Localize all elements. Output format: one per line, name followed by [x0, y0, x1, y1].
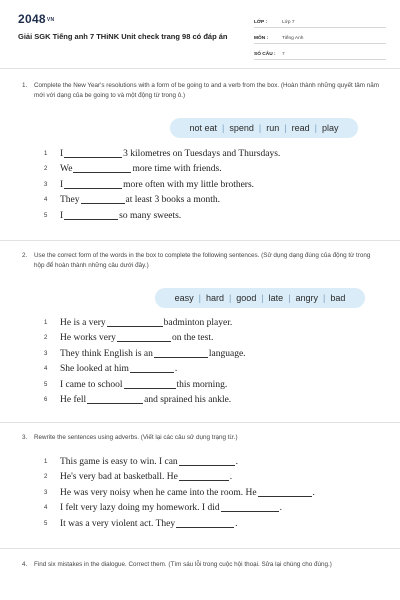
item-number: 2 — [44, 474, 48, 481]
list-item — [44, 162, 280, 178]
list-item — [44, 516, 315, 532]
item-text-after: . — [229, 472, 233, 483]
item-text-before: I — [60, 148, 64, 159]
item-number: 3 — [44, 181, 48, 188]
item-text-before: He fell — [60, 395, 87, 406]
word-option: easy — [174, 293, 194, 303]
item-number: 5 — [44, 381, 48, 388]
meta-row-class — [254, 14, 386, 28]
divider — [0, 240, 400, 241]
item-text-before: I — [60, 179, 64, 190]
item-text-after: . — [312, 487, 315, 498]
word-option: bad — [330, 293, 346, 303]
word-separator: | — [258, 123, 262, 133]
divider — [0, 548, 400, 549]
question-text: Find six mistakes in the dialogue. Correct them. (Tìm sáu lỗi trong cuộc hội thoại. Sửa lại chúng cho đúng.) — [34, 561, 332, 568]
answer-blank[interactable] — [179, 458, 235, 466]
item-text-before: This game is easy to win. I can — [60, 456, 178, 467]
list-item — [44, 331, 246, 347]
question-1-prompt — [22, 81, 382, 101]
item-number: 4 — [44, 505, 48, 512]
word-option: spend — [229, 123, 254, 133]
list-item — [44, 470, 315, 486]
item-text-before: They — [60, 195, 80, 206]
item-text-after: 3 kilometres on Tuesdays and Thursdays. — [123, 148, 281, 159]
meta-value: Lớp 7 — [282, 20, 295, 25]
question-number: 2. — [22, 252, 28, 259]
word-box-1 — [170, 118, 358, 138]
answer-blank[interactable] — [124, 381, 176, 389]
list-item — [44, 501, 315, 517]
word-separator: | — [228, 293, 232, 303]
item-text-after: badminton player. — [163, 317, 233, 328]
word-option: good — [236, 293, 257, 303]
question-text: Use the correct form of the words in the box to complete the following sentences. (Sử dụng dạng đúng của động từ trong hộp để hoàn thành những câu dưới đây.) — [34, 252, 371, 269]
item-number: 5 — [44, 520, 48, 527]
item-number: 1 — [44, 458, 48, 465]
item-text-before: He's very bad at basketball. He — [60, 472, 178, 483]
question-4-prompt — [22, 560, 382, 570]
word-option: hard — [205, 293, 224, 303]
word-separator: | — [284, 123, 287, 133]
answer-blank[interactable] — [64, 181, 122, 189]
item-text-before: We — [60, 164, 73, 175]
item-text-before: I — [60, 210, 64, 221]
word-separator: | — [261, 293, 264, 303]
question-text: Rewrite the sentences using adverbs. (Viết lại các câu sử dụng trạng từ.) — [34, 434, 238, 441]
meta-label: LỚP : — [254, 20, 268, 25]
meta-value: Tiếng Anh — [282, 36, 304, 41]
item-text-before: He is a very — [60, 317, 106, 328]
word-separator: | — [198, 293, 201, 303]
word-option: run — [266, 123, 280, 133]
answer-blank[interactable] — [64, 150, 122, 158]
meta-label: SỐ CÂU : — [254, 52, 276, 57]
answer-blank[interactable] — [73, 165, 131, 173]
item-text-before: I felt very lazy doing my homework. I did — [60, 503, 220, 514]
question-2-prompt — [22, 251, 382, 271]
meta-value: 7 — [282, 52, 285, 57]
answer-blank[interactable] — [221, 504, 279, 512]
item-text-after: . — [279, 503, 282, 514]
word-box-2 — [155, 288, 365, 308]
meta-row-subject — [254, 30, 386, 44]
item-text-after: and sprained his ankle. — [144, 395, 232, 406]
item-text-after: on the test. — [171, 333, 214, 344]
item-text-after: more often with my little brothers. — [123, 179, 255, 190]
item-text-after: so many sweets. — [119, 210, 182, 221]
list-item — [44, 208, 280, 224]
item-text-before: He works very — [60, 333, 116, 344]
list-item — [44, 454, 315, 470]
question-number: 4. — [22, 561, 28, 568]
site-logo[interactable] — [18, 12, 54, 26]
item-number: 1 — [44, 150, 48, 157]
question-number: 3. — [22, 434, 28, 441]
list-item — [44, 346, 246, 362]
worksheet-header — [18, 12, 386, 64]
question-number: 1. — [22, 82, 28, 89]
item-text-after: more time with friends. — [132, 164, 222, 175]
divider — [0, 422, 400, 423]
item-text-after: . — [174, 364, 178, 375]
item-number: 3 — [44, 350, 48, 357]
answer-blank[interactable] — [81, 196, 125, 204]
item-text-before: He was very noisy when he came into the room. He — [60, 487, 257, 498]
list-item — [44, 315, 246, 331]
list-item — [44, 146, 280, 162]
document-title: Giải SGK Tiếng anh 7 THiNK Unit check trang 98 có đáp án — [18, 32, 228, 41]
item-text-after: language. — [208, 348, 246, 359]
item-text-before: They think English is an — [60, 348, 153, 359]
list-item — [44, 193, 280, 209]
answer-blank[interactable] — [176, 520, 234, 528]
answer-blank[interactable] — [64, 212, 118, 220]
list-item — [44, 362, 246, 378]
item-text-after: . — [235, 518, 238, 529]
item-number: 2 — [44, 166, 48, 173]
question-2-items — [44, 315, 246, 408]
meta-info — [254, 14, 386, 62]
item-number: 5 — [44, 212, 48, 219]
question-1-items — [44, 146, 280, 224]
item-text-after: . — [235, 456, 239, 467]
question-3-prompt — [22, 433, 382, 443]
answer-blank[interactable] — [117, 334, 171, 342]
divider — [0, 68, 400, 69]
item-number: 4 — [44, 197, 48, 204]
item-number: 4 — [44, 366, 48, 373]
word-option: late — [268, 293, 284, 303]
answer-blank[interactable] — [154, 350, 208, 358]
item-number: 1 — [44, 319, 48, 326]
answer-blank[interactable] — [87, 396, 143, 404]
question-text: Complete the New Year's resolutions with a form of be going to and a verb from the box. (Hoàn thành những quyết tâm năm mới với dạng của be going to và một động từ trong ô.) — [34, 82, 379, 99]
item-number: 2 — [44, 335, 48, 342]
answer-blank[interactable] — [107, 319, 163, 327]
answer-blank[interactable] — [130, 365, 174, 373]
logo-suffix: VN — [46, 16, 55, 23]
word-option: not eat — [189, 123, 218, 133]
item-text-after: this morning. — [176, 379, 228, 390]
word-separator: | — [288, 293, 291, 303]
item-text-after: at least 3 books a month. — [125, 195, 220, 206]
meta-label: MÔN : — [254, 36, 269, 41]
logo-text: 2048 — [18, 12, 46, 26]
item-text-before: I came to school — [60, 379, 123, 390]
meta-row-count — [254, 46, 386, 60]
list-item — [44, 177, 280, 193]
list-item — [44, 485, 315, 501]
item-text-before: She looked at him — [60, 364, 129, 375]
question-3-items — [44, 454, 315, 532]
answer-blank[interactable] — [179, 473, 229, 481]
list-item — [44, 377, 246, 393]
word-separator: | — [323, 293, 326, 303]
item-number: 6 — [44, 397, 48, 404]
word-option: play — [321, 123, 339, 133]
list-item — [44, 393, 246, 409]
answer-blank[interactable] — [258, 489, 312, 497]
item-number: 3 — [44, 489, 48, 496]
word-separator: | — [314, 123, 317, 133]
word-separator: | — [222, 123, 225, 133]
word-option: angry — [295, 293, 319, 303]
item-text-before: It was a very violent act. They — [60, 518, 176, 529]
word-option: read — [291, 123, 310, 133]
